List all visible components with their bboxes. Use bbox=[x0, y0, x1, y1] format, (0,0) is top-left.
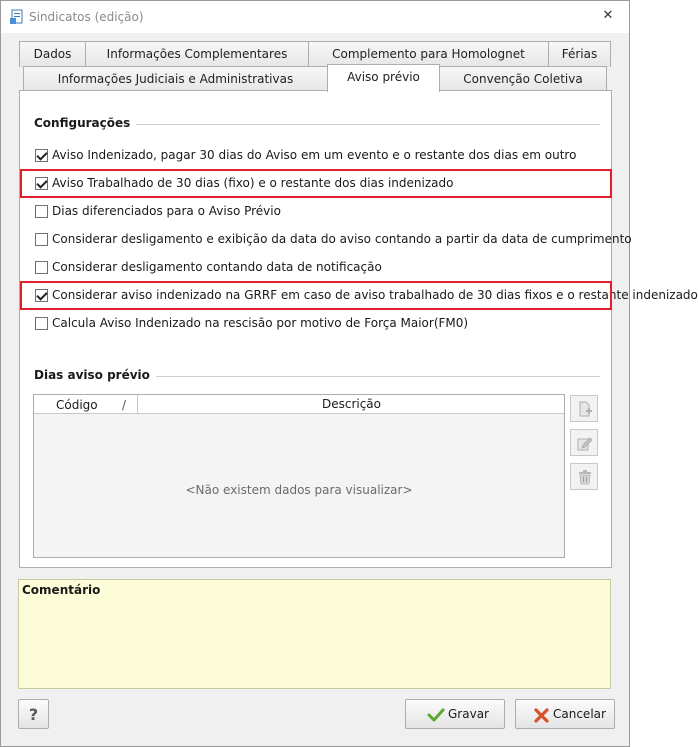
edit-button[interactable] bbox=[570, 429, 598, 456]
grid-header bbox=[34, 395, 564, 414]
option-label: Dias diferenciados para o Aviso Prévio bbox=[52, 204, 281, 218]
tab-aviso-previo[interactable]: Aviso prévio bbox=[327, 64, 440, 92]
save-button-label: Gravar bbox=[448, 707, 489, 721]
checkbox-unchecked[interactable] bbox=[35, 317, 48, 330]
option-label: Aviso Trabalhado de 30 dias (fixo) e o restante dos dias indenizado bbox=[52, 176, 454, 190]
dias-aviso-title: Dias aviso prévio bbox=[34, 368, 156, 382]
comentario-label: Comentário bbox=[22, 583, 101, 597]
checkbox-unchecked[interactable] bbox=[35, 261, 48, 274]
column-descricao[interactable]: Descrição bbox=[321, 397, 382, 411]
option-label: Considerar aviso indenizado na GRRF em caso de aviso trabalhado de 30 dias fixos e o restante indenizado bbox=[52, 288, 698, 302]
tab-informacoes-judiciais[interactable]: Informações Judiciais e Administrativas bbox=[23, 66, 328, 92]
aviso-previo-panel bbox=[19, 90, 698, 568]
cancel-x-icon bbox=[534, 708, 549, 723]
cancel-button-label: Cancelar bbox=[553, 707, 606, 721]
delete-button[interactable] bbox=[570, 463, 598, 490]
checkbox-unchecked[interactable] bbox=[35, 233, 48, 246]
tab-informacoes-complementares[interactable]: Informações Complementares bbox=[85, 41, 309, 67]
tab-dados[interactable]: Dados bbox=[19, 41, 86, 67]
tab-strip bbox=[1, 33, 629, 91]
add-button[interactable] bbox=[570, 395, 598, 422]
dias-aviso-grid[interactable] bbox=[33, 394, 565, 558]
highlight-box-option-2 bbox=[20, 169, 612, 198]
tab-ferias[interactable]: Férias bbox=[548, 41, 611, 67]
window-title: Sindicatos (edição) bbox=[29, 10, 144, 24]
checkbox-unchecked[interactable] bbox=[35, 205, 48, 218]
help-button[interactable] bbox=[18, 699, 49, 729]
option-label: Calcula Aviso Indenizado na rescisão por motivo de Força Maior(FM0) bbox=[52, 316, 469, 330]
checkbox-checked[interactable] bbox=[35, 149, 48, 162]
comentario-textarea[interactable] bbox=[18, 579, 611, 689]
close-icon[interactable]: ✕ bbox=[602, 8, 614, 23]
edit-icon bbox=[577, 435, 593, 451]
highlight-box-option-6 bbox=[20, 281, 612, 310]
option-label: Aviso Indenizado, pagar 30 dias do Aviso em um evento e o restante dos dias em outro bbox=[52, 148, 577, 162]
configuracoes-title: Configurações bbox=[34, 116, 136, 130]
tab-convencao-coletiva[interactable]: Convenção Coletiva bbox=[439, 66, 607, 92]
tab-complemento-homolognet[interactable]: Complemento para Homolognet bbox=[308, 41, 549, 67]
document-app-icon bbox=[9, 9, 25, 25]
trash-icon bbox=[577, 469, 593, 485]
help-icon: ? bbox=[28, 705, 39, 724]
sort-indicator-icon: / bbox=[122, 398, 127, 412]
cancel-button[interactable] bbox=[515, 699, 615, 729]
checkmark-icon bbox=[428, 708, 444, 722]
option-label: Considerar desligamento e exibição da data do aviso contando a partir da data de cumprimento bbox=[52, 232, 632, 246]
option-label: Considerar desligamento contando data de notificação bbox=[52, 260, 382, 274]
add-file-icon bbox=[577, 401, 593, 417]
column-codigo[interactable] bbox=[34, 395, 138, 414]
title-bar bbox=[1, 1, 629, 33]
save-button[interactable] bbox=[405, 699, 505, 729]
empty-grid-message: <Não existem dados para visualizar> bbox=[185, 483, 413, 497]
column-codigo-label: Código bbox=[56, 398, 98, 412]
